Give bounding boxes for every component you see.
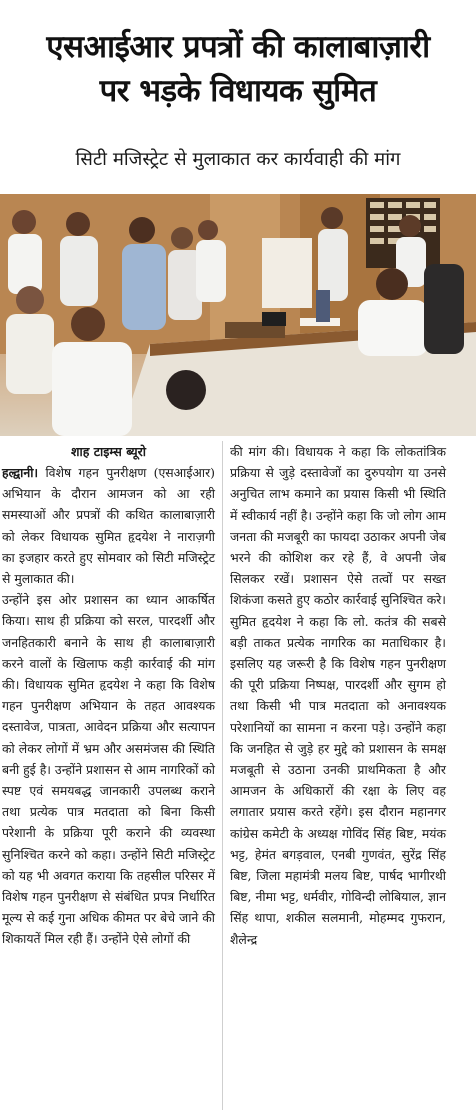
- paragraph-1: [2, 462, 215, 589]
- article-column-right: [230, 441, 446, 950]
- paragraph-3: की मांग की। विधायक ने कहा कि लोकतांत्रिक प्रक्रिया से जुड़े दस्तावेजों का दुरुपयोग या उनसे अनुचित लाभ कमाने का प्रयास किसी भी स्थिति में स्वीकार्य नहीं है। उन्होंने कहा कि जो लोग आम जनता की मजबूरी का फायदा उठाकर अपनी जेब भरने की कोशिश कर रहे हैं, वे अपनी जेब सिलकर रखें। प्रशासन ऐसे तत्वों पर सख्त शिकंजा कसते हुए कठोर कार्रवाई सुनिश्चित करे। सुमित हृदयेश ने कहा कि लो. कतंत्र की सबसे बड़ी ताकत प्रत्येक नागरिक का मताधिकार है। इसलिए यह जरूरी है कि विशेष गहन पुनरीक्षण की पूरी प्रक्रिया निष्पक्ष, पारदर्शी और सुगम हो तथा किसी भी पात्र मतदाता को अनावश्यक परेशानियों का सामना न करना पड़े। उन्होंने कहा कि जनहित से जुड़े हर मुद्दे को प्रशासन के समक्ष मजबूती से उठाना उनकी प्राथमिकता है और आमजन के अधिकारों की रक्षा के लिए वह लगातार प्रयास करते रहेंगे। इस दौरान महानगर कांग्रेस कमेटी के अध्यक्ष गोविंद सिंह बिष्ट, मयंक भट्ट, हेमंत बगड़वाल, एनबी गुणवंत, सुरेंद्र सिंह बिष्ट, जिला महामंत्री मलय बिष्ट, पार्षद भागीरथी बिष्ट, नीमा भट्ट, धर्मवीर, गोविन्दी लोबियाल, ज्ञान सिंह थापा, शकील सलमानी, मोहम्मद गुफरान, शैलेन्द्र: [230, 444, 446, 947]
- news-photo: [0, 194, 476, 436]
- paragraph-2: उन्होंने इस ओर प्रशासन का ध्यान आकर्षित किया। साथ ही प्रक्रिया को सरल, पारदर्शी और जनहितकारी बनाने के साथ ही कालाबाज़ारी करने वालों के खिलाफ कड़ी कार्रवाई की मांग की। विधायक सुमित हृदयेश ने कहा कि विशेष गहन पुनरीक्षण अभियान के तहत आवश्यक दस्तावेज, पात्रता, आवेदन प्रक्रिया और सत्यापन को लेकर लोगों में भ्रम और असमंजस की स्थिति बनी हुई है। उन्होंने प्रशासन से आम नागरिकों को स्पष्ट एवं समयबद्ध जानकारी उपलब्ध कराने तथा प्रत्येक पात्र मतदाता को बिना किसी परेशानी के प्रक्रिया पूरी कराने की व्यवस्था सुनिश्चित करने को कहा। उन्होंने सिटी मजिस्ट्रेट को यह भी अवगत कराया कि तहसील परिसर में विशेष गहन पुनरीक्षण से संबंधित प्रपत्र निर्धारित मूल्य से कई गुना अधिक कीमत पर बेचे जाने की शिकायतें मिल रही हैं। उन्होंने ऐसे लोगों की: [2, 592, 215, 947]
- article-column-left: [2, 441, 215, 950]
- dateline: हल्द्वानी।: [2, 465, 39, 480]
- paragraph-1-text: विशेष गहन पुनरीक्षण (एसआईआर) अभियान के दौरान आमजन को आ रही समस्याओं और प्रपत्रों की कथित कालाबाज़ारी को लेकर विधायक सुमित हृदयेश ने नाराज़गी का इजहार करते हुए सोमवार को सिटी मजिस्ट्रेट से मुलाकात की।: [2, 465, 215, 587]
- news-photo-meeting-icon: [0, 194, 476, 436]
- byline: शाह टाइम्स ब्यूरो: [70, 444, 147, 459]
- subheadline: सिटी मजिस्ट्रेट से मुलाकात कर कार्यवाही की मांग: [75, 149, 401, 170]
- column-divider: [222, 441, 223, 1110]
- headline-line-2: पर भड़के विधायक सुमित: [99, 72, 377, 109]
- headline: [0, 25, 476, 113]
- headline-line-1: एसआईआर प्रपत्रों की कालाबाज़ारी: [46, 28, 430, 65]
